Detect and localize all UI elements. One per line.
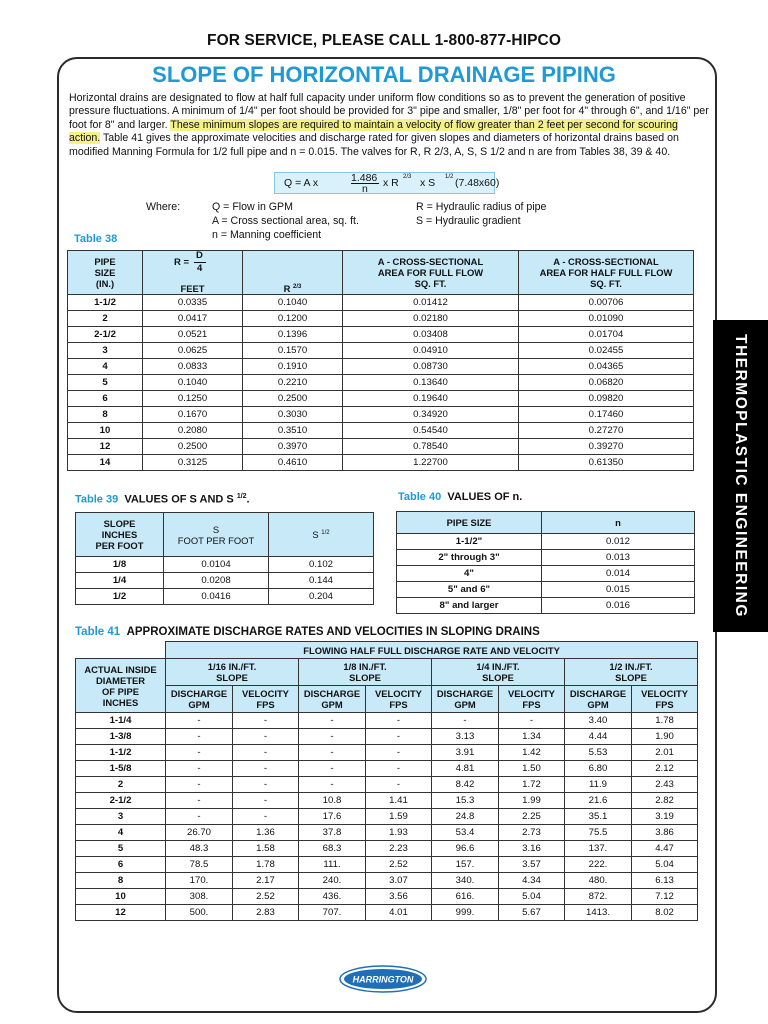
t41-cell: 1.93 — [366, 825, 432, 841]
t40-cell: 0.015 — [542, 582, 695, 598]
t41-cell: 10 — [76, 889, 166, 905]
t38-row — [68, 327, 694, 343]
t41-sub-discharge: DISCHARGE GPM — [166, 686, 233, 713]
t40-header-n: n — [542, 512, 695, 534]
t38-cell: 0.02455 — [519, 343, 694, 359]
t41-cell: 480. — [565, 873, 632, 889]
table-38 — [67, 250, 694, 471]
t41-cell: 75.5 — [565, 825, 632, 841]
t41-cell: 1-1/4 — [76, 713, 166, 729]
t41-cell: 170. — [166, 873, 233, 889]
t41-row — [76, 889, 698, 905]
t38-cell: 0.3030 — [243, 407, 343, 423]
t41-cell: 5 — [76, 841, 166, 857]
t41-header-slope-1-16: 1/16 IN./FT. SLOPE — [166, 659, 299, 686]
t40-row — [397, 534, 695, 550]
side-tab-label: THERMOPLASTIC ENGINEERING — [732, 334, 749, 618]
t38-cell: 0.1250 — [143, 391, 243, 407]
t38-cell: 0.1040 — [243, 295, 343, 311]
t38-cell: 0.0833 — [143, 359, 243, 375]
t41-cell: 21.6 — [565, 793, 632, 809]
where-q: Q = Flow in GPM — [212, 201, 293, 213]
t38-cell: 0.00706 — [519, 295, 694, 311]
t39-header-s: S FOOT PER FOOT — [164, 513, 269, 557]
t41-cell: - — [233, 809, 299, 825]
t41-cell: - — [233, 745, 299, 761]
t38-row — [68, 343, 694, 359]
t41-cell: 137. — [565, 841, 632, 857]
t41-cell: 1.41 — [366, 793, 432, 809]
t40-row — [397, 550, 695, 566]
t40-cell: 5" and 6" — [397, 582, 542, 598]
t39-cell: 1/2 — [76, 589, 164, 605]
t41-cell: 6 — [76, 857, 166, 873]
t39-header-slope: SLOPE INCHES PER FOOT — [76, 513, 164, 557]
t41-cell: 4.47 — [632, 841, 698, 857]
t38-row — [68, 391, 694, 407]
t41-cell: 1-5/8 — [76, 761, 166, 777]
t38-cell: 0.04910 — [343, 343, 519, 359]
t38-cell: 0.2210 — [243, 375, 343, 391]
t41-cell: 48.3 — [166, 841, 233, 857]
t40-row — [397, 582, 695, 598]
formula-r-term: x R — [383, 177, 399, 189]
t41-cell: - — [233, 793, 299, 809]
formula-numerator: 1.486 — [351, 172, 378, 184]
formula-denominator: n — [362, 183, 368, 195]
t41-cell: 2.73 — [499, 825, 565, 841]
t41-cell: 3.86 — [632, 825, 698, 841]
t38-cell: 0.2080 — [143, 423, 243, 439]
t41-cell: 999. — [432, 905, 499, 921]
t38-cell: 0.34920 — [343, 407, 519, 423]
t41-cell: 111. — [299, 857, 366, 873]
t41-cell: 2 — [76, 777, 166, 793]
t41-cell: - — [366, 761, 432, 777]
where-n: n = Manning coefficient — [212, 229, 322, 241]
t38-header-pipe-size: PIPE SIZE (IN.) — [68, 251, 143, 295]
t41-cell: 240. — [299, 873, 366, 889]
t38-cell: 0.78540 — [343, 439, 519, 455]
table-39 — [75, 512, 374, 605]
t38-cell: 0.13640 — [343, 375, 519, 391]
t41-cell: 24.8 — [432, 809, 499, 825]
t38-cell: 6 — [68, 391, 143, 407]
t41-sub-velocity: VELOCITY FPS — [632, 686, 698, 713]
t41-cell: - — [166, 809, 233, 825]
t38-cell: 0.2500 — [143, 439, 243, 455]
t41-row — [76, 841, 698, 857]
t38-cell: 0.3125 — [143, 455, 243, 471]
t40-cell: 0.012 — [542, 534, 695, 550]
t38-row — [68, 359, 694, 375]
t41-cell: 1.78 — [632, 713, 698, 729]
t41-row — [76, 713, 698, 729]
t38-row — [68, 407, 694, 423]
t41-super-header: FLOWING HALF FULL DISCHARGE RATE AND VELOCITY — [166, 642, 698, 659]
t38-cell: 0.1040 — [143, 375, 243, 391]
t39-header-s-half: S $^{1/2}$ — [269, 513, 374, 557]
t41-cell: 3.40 — [565, 713, 632, 729]
t41-cell: 2.23 — [366, 841, 432, 857]
t41-header-diameter: ACTUAL INSIDE DIAMETER OF PIPE INCHES — [76, 659, 166, 713]
t40-cell: 0.013 — [542, 550, 695, 566]
t39-cell: 0.144 — [269, 573, 374, 589]
t41-cell: 500. — [166, 905, 233, 921]
t41-cell: 12 — [76, 905, 166, 921]
t40-cell: 4" — [397, 566, 542, 582]
t41-cell: 2-1/2 — [76, 793, 166, 809]
t40-row — [397, 598, 695, 614]
t41-cell: - — [166, 793, 233, 809]
t41-cell: 1.36 — [233, 825, 299, 841]
t38-header-r23: R $^{2/3}$ — [243, 251, 343, 295]
t41-cell: 1.59 — [366, 809, 432, 825]
t41-cell: 872. — [565, 889, 632, 905]
t38-cell: 0.54540 — [343, 423, 519, 439]
t41-cell: 1-3/8 — [76, 729, 166, 745]
t41-cell: 1-1/2 — [76, 745, 166, 761]
t41-cell: 1.42 — [499, 745, 565, 761]
t38-cell: 0.3970 — [243, 439, 343, 455]
t41-cell: 15.3 — [432, 793, 499, 809]
t39-row — [76, 589, 374, 605]
t38-cell: 5 — [68, 375, 143, 391]
t41-cell: - — [166, 713, 233, 729]
t41-cell: 4.34 — [499, 873, 565, 889]
t38-header-r-feet: FEET — [143, 251, 243, 295]
t38-cell: 0.1670 — [143, 407, 243, 423]
t39-cell: 0.102 — [269, 557, 374, 573]
t41-cell: - — [299, 761, 366, 777]
harrington-logo — [339, 965, 427, 993]
t41-cell: 26.70 — [166, 825, 233, 841]
t38-cell: 10 — [68, 423, 143, 439]
t41-cell: - — [366, 729, 432, 745]
t41-row — [76, 809, 698, 825]
t38-cell: 0.01090 — [519, 311, 694, 327]
t41-cell: 8.02 — [632, 905, 698, 921]
t38-cell: 0.1396 — [243, 327, 343, 343]
t38-header-area-half: A - CROSS-SECTIONAL AREA FOR HALF FULL FLOW SQ. FT. — [519, 251, 694, 295]
t41-cell: 436. — [299, 889, 366, 905]
t41-cell: 1.72 — [499, 777, 565, 793]
intro-text-part1: Horizontal drains are designated to flow at half full capacity under uniform flow conditions so as to prevent the generation of positive pressure fluctuations. A minimum of 1/4" per foot should be provided for 3" pipe and smaller, 1/8" per foot for 4" through 6", and 1/16" per foot for 8" and larger. — [69, 92, 709, 131]
t39-cell: 1/4 — [76, 573, 164, 589]
t40-header-pipe-size: PIPE SIZE — [397, 512, 542, 534]
t38-row — [68, 295, 694, 311]
t39-cell: 0.0208 — [164, 573, 269, 589]
t38-cell: 0.09820 — [519, 391, 694, 407]
t41-cell: 10.8 — [299, 793, 366, 809]
t41-cell: 4.44 — [565, 729, 632, 745]
t40-cell: 0.014 — [542, 566, 695, 582]
t41-row — [76, 745, 698, 761]
t38-header-area-full: A - CROSS-SECTIONAL AREA FOR FULL FLOW SQ. FT. — [343, 251, 519, 295]
t41-cell: 4.01 — [366, 905, 432, 921]
t41-cell: - — [166, 761, 233, 777]
t38-row — [68, 439, 694, 455]
t39-cell: 0.0104 — [164, 557, 269, 573]
t41-cell: - — [299, 713, 366, 729]
t41-cell: - — [166, 729, 233, 745]
t41-cell: 5.53 — [565, 745, 632, 761]
t38-cell: 0.02180 — [343, 311, 519, 327]
t41-row — [76, 873, 698, 889]
t39-cell: 0.0416 — [164, 589, 269, 605]
t41-cell: 35.1 — [565, 809, 632, 825]
t38-cell: 0.1570 — [243, 343, 343, 359]
t38-row — [68, 455, 694, 471]
t38-cell: 0.17460 — [519, 407, 694, 423]
t41-cell: 5.04 — [632, 857, 698, 873]
t41-row — [76, 905, 698, 921]
t38-cell: 14 — [68, 455, 143, 471]
t38-cell: 1-1/2 — [68, 295, 143, 311]
t40-row — [397, 566, 695, 582]
t38-cell: 8 — [68, 407, 143, 423]
t40-cell: 1-1/2" — [397, 534, 542, 550]
t38-cell: 12 — [68, 439, 143, 455]
t40-cell: 0.016 — [542, 598, 695, 614]
t41-cell: 3.19 — [632, 809, 698, 825]
t41-cell: - — [366, 777, 432, 793]
t41-cell: 707. — [299, 905, 366, 921]
t41-cell: - — [366, 713, 432, 729]
t38-cell: 0.01412 — [343, 295, 519, 311]
t41-cell: - — [366, 745, 432, 761]
t41-cell: 5.04 — [499, 889, 565, 905]
manning-formula — [274, 172, 500, 195]
formula-s-term: x S — [420, 177, 436, 189]
t41-cell: 37.8 — [299, 825, 366, 841]
t41-cell: 4 — [76, 825, 166, 841]
t41-cell: 11.9 — [565, 777, 632, 793]
t41-cell: 3.57 — [499, 857, 565, 873]
t41-cell: 8 — [76, 873, 166, 889]
t38-cell: 0.03408 — [343, 327, 519, 343]
t39-cell: 0.204 — [269, 589, 374, 605]
t41-cell: 157. — [432, 857, 499, 873]
t41-cell: 308. — [166, 889, 233, 905]
logo-text: HARRINGTON — [352, 974, 414, 985]
t41-cell: 6.80 — [565, 761, 632, 777]
t38-row — [68, 375, 694, 391]
t41-cell: 3.91 — [432, 745, 499, 761]
t41-cell: 222. — [565, 857, 632, 873]
t41-cell: 17.6 — [299, 809, 366, 825]
formula-r-exponent: 2/3 — [403, 174, 412, 180]
table-40 — [396, 511, 695, 614]
t41-cell: 78.5 — [166, 857, 233, 873]
t41-cell: - — [299, 745, 366, 761]
formula-tail: (7.48x60) — [455, 177, 500, 189]
t38-row — [68, 423, 694, 439]
t41-cell: 2.17 — [233, 873, 299, 889]
t41-cell: 2.01 — [632, 745, 698, 761]
t41-header-slope-1-2: 1/2 IN./FT. SLOPE — [565, 659, 698, 686]
t41-row — [76, 793, 698, 809]
t41-row — [76, 825, 698, 841]
t41-cell: - — [233, 713, 299, 729]
table38-label: Table 38 — [74, 233, 118, 245]
t41-row — [76, 729, 698, 745]
t41-cell: 1.78 — [233, 857, 299, 873]
t41-row — [76, 761, 698, 777]
t38-cell: 0.1200 — [243, 311, 343, 327]
t41-cell: 4.81 — [432, 761, 499, 777]
t41-cell: 616. — [432, 889, 499, 905]
t41-cell: 1.58 — [233, 841, 299, 857]
t38-cell: 0.0625 — [143, 343, 243, 359]
t41-header-slope-1-8: 1/8 IN./FT. SLOPE — [299, 659, 432, 686]
t38-cell: 0.0335 — [143, 295, 243, 311]
t38-cell: 0.0417 — [143, 311, 243, 327]
t38-cell: 0.4610 — [243, 455, 343, 471]
t40-cell: 8" and larger — [397, 598, 542, 614]
intro-text-part2: Table 41 gives the approximate velocities and discharge rated for given slopes and diameters of horizontal drains based on modified Manning Formula for 1/2 full pipe and n = 0.015. The valves for R, R 2/3, A, S, S 1/2 and n are from Tables 38, 39 & 40. — [69, 132, 679, 158]
t41-cell: 2.43 — [632, 777, 698, 793]
t41-cell: 340. — [432, 873, 499, 889]
t38-cell: 3 — [68, 343, 143, 359]
t41-cell: 68.3 — [299, 841, 366, 857]
t41-cell: 2.52 — [233, 889, 299, 905]
t38-cell: 0.61350 — [519, 455, 694, 471]
t41-cell: 6.13 — [632, 873, 698, 889]
t41-row — [76, 857, 698, 873]
t40-cell: 2" through 3" — [397, 550, 542, 566]
t38-cell: 0.0521 — [143, 327, 243, 343]
t41-cell: - — [233, 777, 299, 793]
table40-label: Table 40 VALUES OF n. — [398, 491, 523, 503]
formula-s-exponent: 1/2 — [445, 174, 454, 180]
t41-cell: - — [166, 745, 233, 761]
t41-cell: 2.83 — [233, 905, 299, 921]
t41-cell: 1.50 — [499, 761, 565, 777]
table-41 — [75, 641, 698, 921]
t38-cell: 0.3510 — [243, 423, 343, 439]
table39-label: Table 39 VALUES OF S AND S $^{1/2}$. — [75, 493, 250, 506]
t38-cell: 4 — [68, 359, 143, 375]
t41-cell: 1.99 — [499, 793, 565, 809]
t41-cell: 1.90 — [632, 729, 698, 745]
t41-cell: - — [299, 777, 366, 793]
intro-highlight: These minimum slopes are required to maintain a velocity of flow greater than 2 feet per second for scouring action. — [69, 118, 678, 145]
t41-row — [76, 777, 698, 793]
t41-cell: - — [166, 777, 233, 793]
t41-cell: 3.13 — [432, 729, 499, 745]
service-phone-line: FOR SERVICE, PLEASE CALL 1-800-877-HIPCO — [207, 32, 561, 49]
t41-header-slope-1-4: 1/4 IN./FT. SLOPE — [432, 659, 565, 686]
table41-label: Table 41 APPROXIMATE DISCHARGE RATES AND VELOCITIES IN SLOPING DRAINS — [75, 626, 540, 638]
t41-sub-discharge: DISCHARGE GPM — [299, 686, 366, 713]
formula-lhs: Q = A x — [284, 177, 319, 189]
t41-cell: - — [233, 729, 299, 745]
page-title: SLOPE OF HORIZONTAL DRAINAGE PIPING — [152, 62, 616, 87]
t41-cell: - — [432, 713, 499, 729]
t41-cell: - — [299, 729, 366, 745]
t41-header-blank — [76, 642, 166, 659]
t38-cell: 0.04365 — [519, 359, 694, 375]
t41-cell: 2.82 — [632, 793, 698, 809]
t41-cell: 5.67 — [499, 905, 565, 921]
t38-cell: 0.39270 — [519, 439, 694, 455]
t41-cell: 3 — [76, 809, 166, 825]
t41-cell: - — [233, 761, 299, 777]
t41-sub-discharge: DISCHARGE GPM — [565, 686, 632, 713]
t41-cell: 2.12 — [632, 761, 698, 777]
t39-row — [76, 557, 374, 573]
t41-cell: 2.52 — [366, 857, 432, 873]
t41-cell: - — [499, 713, 565, 729]
t41-cell: 7.12 — [632, 889, 698, 905]
t41-cell: 1413. — [565, 905, 632, 921]
t38-cell: 0.08730 — [343, 359, 519, 375]
intro-paragraph — [69, 92, 709, 159]
t41-sub-discharge: DISCHARGE GPM — [432, 686, 499, 713]
t41-sub-velocity: VELOCITY FPS — [366, 686, 432, 713]
t39-cell: 1/8 — [76, 557, 164, 573]
t39-row — [76, 573, 374, 589]
where-r: R = Hydraulic radius of pipe — [416, 201, 547, 213]
t38-cell: 0.2500 — [243, 391, 343, 407]
t38-cell: 0.01704 — [519, 327, 694, 343]
t41-cell: 2.25 — [499, 809, 565, 825]
t41-cell: 3.56 — [366, 889, 432, 905]
t38-cell: 2 — [68, 311, 143, 327]
t38-row — [68, 311, 694, 327]
t38-cell: 0.1910 — [243, 359, 343, 375]
t41-sub-velocity: VELOCITY FPS — [233, 686, 299, 713]
t38-cell: 2-1/2 — [68, 327, 143, 343]
t41-cell: 96.6 — [432, 841, 499, 857]
t41-sub-velocity: VELOCITY FPS — [499, 686, 565, 713]
t38-cell: 0.06820 — [519, 375, 694, 391]
t38-cell: 0.27270 — [519, 423, 694, 439]
t38-cell: 1.22700 — [343, 455, 519, 471]
t41-cell: 3.07 — [366, 873, 432, 889]
t41-cell: 1.34 — [499, 729, 565, 745]
t38-cell: 0.19640 — [343, 391, 519, 407]
t41-cell: 3.16 — [499, 841, 565, 857]
where-s: S = Hydraulic gradient — [416, 215, 521, 227]
t41-cell: 8.42 — [432, 777, 499, 793]
where-a: A = Cross sectional area, sq. ft. — [212, 215, 359, 227]
where-label: Where: — [146, 201, 181, 213]
t41-cell: 53.4 — [432, 825, 499, 841]
